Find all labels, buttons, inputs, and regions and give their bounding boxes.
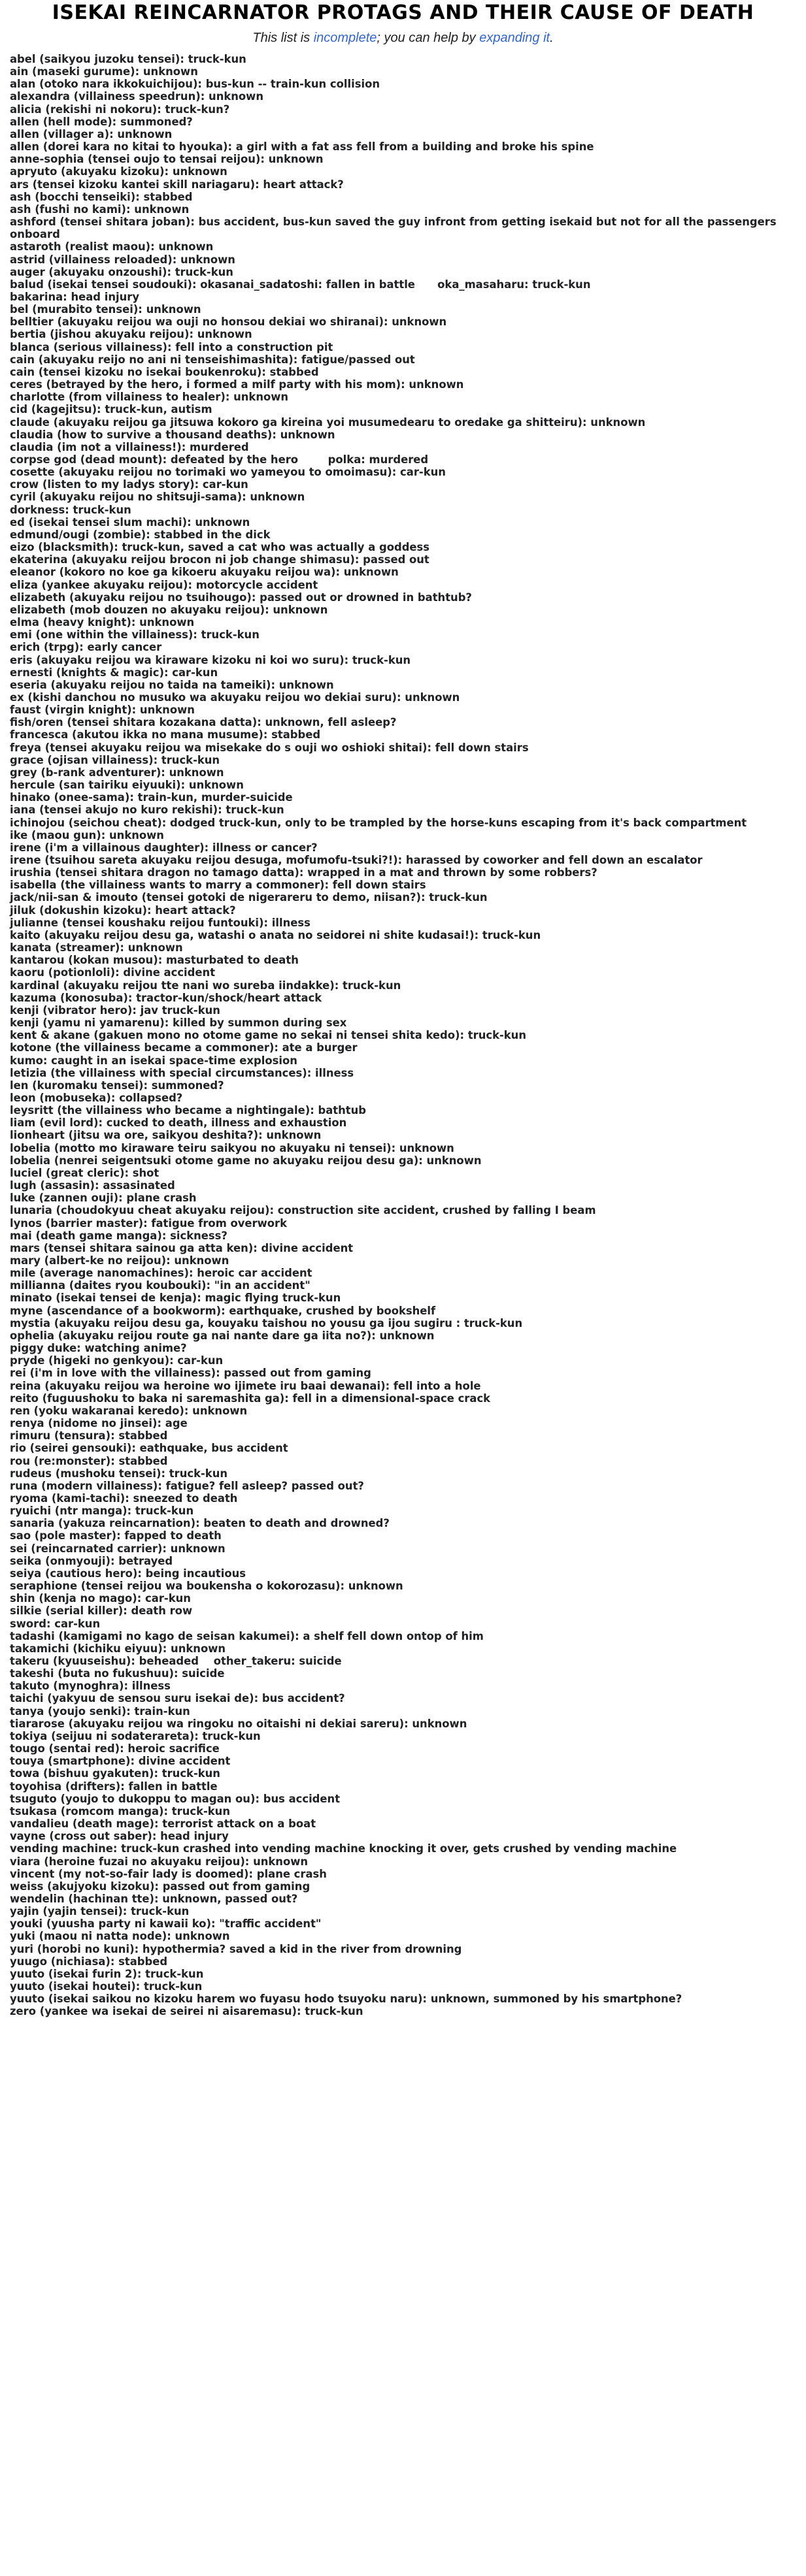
list-item: yuuto (isekai saikou no kizoku harem wo fuyasu hodo tsuyoku naru): unknown, summoned by his smartphone? [10,1993,682,2006]
list-item: tsukasa (romcom manga): truck-kun [10,1804,231,1818]
list-item: dorkness: truck-kun [10,503,131,516]
list-item: luciel (great cleric): shot [10,1166,160,1179]
list-item: taichi (yakyuu de sensou suru isekai de): bus accident? [10,1692,345,1705]
list-item: apryuto (akuyaku kizoku): unknown [10,165,227,178]
list-item: runa (modern villainess): fatigue? fell asleep? passed out? [10,1479,364,1492]
list-item: sao (pole master): fapped to death [10,1529,222,1542]
list-item: ernesti (knights & magic): car-kun [10,666,218,679]
list-item: tanya (youjo senki): train-kun [10,1704,190,1718]
list-item: jack/nii-san & imouto (tensei gotoki de nigerareru to demo, niisan?): truck-kun [10,891,488,904]
list-item: leysritt (the villainess who became a nightingale): bathtub [10,1104,366,1117]
list-item: fish/oren (tensei shitara kozakana datta): unknown, fell asleep? [10,716,397,729]
list-item: len (kuromaku tensei): summoned? [10,1079,224,1092]
list-item: charlotte (from villainess to healer): unknown [10,391,289,404]
list-item: eizo (blacksmith): truck-kun, saved a cat who was actually a goddess [10,541,430,554]
list-item: blanca (serious villainess): fell into a construction pit [10,340,333,353]
list-item: allen (hell mode): summoned? [10,115,193,128]
list-item: jiluk (dokushin kizoku): heart attack? [10,904,236,917]
list-item: ekaterina (akuyaku reijou brocon ni job change shimasu): passed out [10,553,429,566]
list-item: ryuichi (ntr manga): truck-kun [10,1505,194,1518]
list-item: cyril (akuyaku reijou no shitsuji-sama): unknown [10,491,305,504]
list-item: takeru (kyuuseishu): beheaded other_takeru: suicide [10,1655,342,1667]
list-item: touya (smartphone): divine accident [10,1755,231,1768]
list-item: alan (otoko nara ikkokuichijou): bus-kun -- train-kun collision [10,78,380,91]
list-item: ike (maou gun): unknown [10,828,164,841]
list-item: allen (villager a): unknown [10,127,173,140]
list-item: vandalieu (death mage): terrorist attack on a boat [10,1818,316,1831]
list-item: eseria (akuyaku reijou no taida na tameiki): unknown [10,678,334,691]
list-item: eliza (yankee akuyaku reijou): motorcycle accident [10,578,318,591]
list-item: rei (i'm in love with the villainess): passed out from gaming [10,1367,371,1380]
list-item: bel (murabito tensei): unknown [10,303,201,316]
list-item: ophelia (akuyaku reijou route ga nai nante dare ga iita no?): unknown [10,1329,435,1342]
list-item: ren (yoku wakaranai keredo): unknown [10,1404,248,1417]
list-item: francesca (akutou ikka no mana musume): stabbed [10,728,321,742]
list-item: ain (maseki gurume): unknown [10,65,198,78]
list-item: kenji (vibrator hero): jav truck-kun [10,1003,220,1017]
page-title: ISEKAI REINCARNATOR PROTAGS AND THEIR CAUSE OF DEATH [52,1,754,24]
list-item: shin (kenja no mago): car-kun [10,1592,191,1605]
list-item: erich (trpg): early cancer [10,641,162,654]
list-item: anne-sophia (tensei oujo to tensai reijou): unknown [10,153,324,166]
list-item: rou (re:monster): stabbed [10,1454,168,1467]
list-item: lunaria (choudokyuu cheat akuyaku reijou): construction site accident, crushed by falling I beam [10,1204,596,1217]
list-item: ichinojou (seichou cheat): dodged truck-kun, only to be trampled by the horse-kuns escaping from it's back compartment [10,816,747,829]
list-item: freya (tensei akuyaku reijou wa misekake do s ouji wo oshioki shitai): fell down stairs [10,741,529,754]
list-item: elma (heavy knight): unknown [10,616,195,629]
list-item: bakarina: head injury [10,290,140,303]
list-item: crow (listen to my ladys story): car-kun [10,478,248,491]
list-item: kazuma (konosuba): tractor-kun/shock/heart attack [10,991,322,1004]
list-item: alexandra (villainess speedrun): unknown [10,90,263,103]
list-item: alicia (rekishi ni nokoru): truck-kun? [10,103,230,116]
list-item: silkie (serial killer): death row [10,1605,193,1618]
list-item: mystia (akuyaku reijou desu ga, kouyaku taishou no yousu ga ijou sugiru : truck-kun [10,1316,523,1329]
list-item: claudia (im not a villainess!): murdered [10,440,249,453]
list-item: weiss (akujyoku kizoku): passed out from gaming [10,1880,311,1893]
list-item: lobelia (motto mo kiraware teiru saikyou no akuyaku ni tensei): unknown [10,1141,454,1154]
list-item: isabella (the villainess wants to marry a commoner): fell down stairs [10,879,426,892]
list-item: eleanor (kokoro no koe ga kikoeru akuyaku reijou wa): unknown [10,566,399,579]
list-item: towa (bishuu gyakuten): truck-kun [10,1767,220,1780]
list-item: vincent (my not-so-fair lady is doomed): plane crash [10,1867,327,1880]
list-item: elizabeth (akuyaku reijou no tsuihougo): passed out or drowned in bathtub? [10,591,472,604]
list-item: kenji (yamu ni yamarenu): killed by summon during sex [10,1017,347,1030]
list-item: yuki (maou ni natta node): unknown [10,1930,230,1943]
list-item: reito (fuguushoku to baka ni saremashita ga): fell in a dimensional-space crack [10,1392,491,1405]
list-item: mars (tensei shitara sainou ga atta ken): divine accident [10,1241,354,1254]
list-item: lugh (assasin): assasinated [10,1179,175,1192]
list-item: kantarou (kokan musou): masturbated to death [10,954,299,967]
list-item: julianne (tensei koushaku reijou funtouki): illness [10,916,311,929]
list-item: astaroth (realist maou): unknown [10,240,214,253]
list-item: kanata (streamer): unknown [10,941,183,954]
list-item: abel (saikyou juzoku tensei): truck-kun [10,53,246,65]
list-item: astrid (villainess reloaded): unknown [10,253,235,266]
list-item: tsuguto (youjo to dukoppu to magan ou): bus accident [10,1792,341,1805]
list-item: bertia (jishou akuyaku reijou): unknown [10,328,252,341]
list-item: ryoma (kami-tachi): sneezed to death [10,1492,238,1505]
list-item: emi (one within the villainess): truck-kun [10,628,260,642]
list-item: millianna (daites ryou koubouki): "in an accident" [10,1279,311,1292]
list-item: cid (kagejitsu): truck-kun, autism [10,403,212,416]
list-item: irushia (tensei shitara dragon no tamago datta): wrapped in a mat and thrown by some robbers? [10,866,597,879]
list-item: ars (tensei kizoku kantei skill nariagaru): heart attack? [10,178,344,191]
list-item: grace (ojisan villainess): truck-kun [10,753,220,766]
list-item: lionheart (jitsu wa ore, saikyou deshita?): unknown [10,1129,322,1142]
list-item: kaito (akuyaku reijou desu ga, watashi o anata no seidorei ni shite kudasai!): truck-kun [10,928,541,941]
entry-list [10,53,803,2018]
list-item: auger (akuyaku onzoushi): truck-kun [10,265,233,278]
list-item: hercule (san tairiku eiyuuki): unknown [10,779,244,792]
list-item: seika (onmyouji): betrayed [10,1554,173,1567]
list-item: ash (bocchi tenseiki): stabbed [10,190,193,203]
list-item: tiararose (akuyaku reijou wa ringoku no oitaishi ni dekiai sareru): unknown [10,1717,467,1730]
list-item: liam (evil lord): cucked to death, illness and exhaustion [10,1117,347,1130]
list-item: wendelin (hachinan tte): unknown, passed out? [10,1892,298,1905]
list-item: elizabeth (mob douzen no akuyaku reijou): unknown [10,603,328,616]
list-item: sword: car-kun [10,1617,101,1630]
list-item: mai (death game manga): sickness? [10,1229,227,1242]
list-item: ex (kishi danchou no musuko wa akuyaku reijou wo dekiai suru): unknown [10,691,460,704]
incomplete-link[interactable]: incomplete [313,31,377,45]
list-item: takeshi (buta no fukushuu): suicide [10,1667,225,1680]
list-item: irene (i'm a villainous daughter): illness or cancer? [10,841,318,854]
list-item: piggy duke: watching anime? [10,1342,187,1355]
list-item: tadashi (kamigami no kago de seisan kakumei): a shelf fell down ontop of him [10,1629,484,1642]
list-item: allen (dorei kara no kitai to hyouka): a girl with a fat ass fell from a building and broke his spine [10,140,594,154]
list-item: edmund/ougi (zombie): stabbed in the dick [10,528,271,541]
list-item: kotone (the villainess became a commoner): ate a burger [10,1041,358,1054]
list-item: cosette (akuyaku reijou no torimaki wo yameyou to omoimasu): car-kun [10,466,446,479]
list-item: eris (akuyaku reijou wa kiraware kizoku ni koi wo suru): truck-kun [10,653,411,666]
list-item: yuugo (nichiasa): stabbed [10,1955,168,1968]
list-item: rudeus (mushoku tensei): truck-kun [10,1467,228,1480]
list-item: myne (ascendance of a bookworm): earthquake, crushed by bookshelf [10,1304,436,1317]
list-item: yuuto (isekai houtei): truck-kun [10,1980,203,1993]
list-item: ashford (tensei shitara joban): bus accident, bus-kun saved the guy infront from getting isekaid but not for all the passengers onboard [10,216,781,241]
list-item: claude (akuyaku reijou ga jitsuwa kokoro ga kireina yoi musumedearu to oredake ga shitteiru): unknown [10,416,646,429]
list-item: ed (isekai tensei slum machi): unknown [10,515,250,529]
list-item: hinako (onee-sama): train-kun, murder-suicide [10,791,293,804]
list-item: cain (akuyaku reijo no ani ni tenseishimashita): fatigue/passed out [10,353,415,366]
list-item: sanaria (yakuza reincarnation): beaten to death and drowned? [10,1517,390,1530]
list-item: youki (yuusha party ni kawaii ko): "traffic accident" [10,1917,322,1931]
expanding-it-link[interactable]: expanding it [479,31,550,45]
list-item: seraphione (tensei reijou wa boukensha o kokorozasu): unknown [10,1580,403,1593]
list-item: leon (mobuseka): collapsed? [10,1091,183,1104]
list-item: toyohisa (drifters): fallen in battle [10,1780,218,1793]
list-item: mary (albert-ke no reijou): unknown [10,1254,229,1267]
list-item: zero (yankee wa isekai de seirei ni aisaremasu): truck-kun [10,2005,363,2018]
list-item: vending machine: truck-kun crashed into vending machine knocking it over, gets crushed by vending machine [10,1842,677,1855]
list-item: mile (average nanomachines): heroic car accident [10,1267,312,1280]
list-item: yuuto (isekai furin 2): truck-kun [10,1967,204,1980]
list-item: lynos (barrier master): fatigue from overwork [10,1216,288,1230]
list-item: tokiya (seijuu ni sodaterareta): truck-kun [10,1729,261,1742]
list-item: sei (reincarnated carrier): unknown [10,1542,226,1555]
list-item: kent & akane (gakuen mono no otome game no sekai ni tensei shita kedo): truck-kun [10,1029,527,1042]
list-item: kumo: caught in an isekai space-time explosion [10,1054,297,1067]
list-item: renya (nidome no jinsei): age [10,1417,188,1430]
subtitle-text-after: . [550,31,554,45]
list-item: rimuru (tensura): stabbed [10,1429,168,1443]
list-item: yajin (yajin tensei): truck-kun [10,1905,190,1918]
list-item: irene (tsuihou sareta akuyaku reijou desuga, mofumofu-tsuki?!): harassed by coworker and fell down an escalator [10,854,703,866]
list-item: rio (seirei gensouki): eathquake, bus accident [10,1442,288,1455]
list-item: corpse god (dead mount): defeated by the hero polka: murdered [10,453,429,466]
list-item: takuto (mynoghra): illness [10,1680,171,1693]
list-item: seiya (cautious hero): being incautious [10,1567,246,1580]
list-item: faust (virgin knight): unknown [10,704,195,717]
list-item: letizia (the villainess with special circumstances): illness [10,1066,354,1079]
list-item: iana (tensei akujo no kuro rekishi): truck-kun [10,804,284,817]
list-item: ceres (betrayed by the hero, i formed a milf party with his mom): unknown [10,378,464,391]
list-item: takamichi (kichiku eiyuu): unknown [10,1642,226,1655]
subtitle-text-before: This list is [252,31,314,45]
list-item: yuri (horobi no kuni): hypothermia? saved a kid in the river from drowning [10,1942,462,1955]
list-item: ash (fushi no kami): unknown [10,203,190,216]
list-item: minato (isekai tensei de kenja): magic flying truck-kun [10,1292,341,1305]
list-item: kaoru (potionloli): divine accident [10,966,216,979]
list-item: tougo (sentai red): heroic sacrifice [10,1742,220,1755]
list-item: balud (isekai tensei soudouki): okasanai_sadatoshi: fallen in battle oka_masaharu: truck-kun [10,278,591,291]
list-item: luke (zannen ouji): plane crash [10,1192,197,1205]
list-item: viara (heroine fuzai no akuyaku reijou): unknown [10,1855,309,1868]
list-item: vayne (cross out saber): head injury [10,1830,229,1843]
list-item: grey (b-rank adventurer): unknown [10,766,224,779]
list-item: claudia (how to survive a thousand deaths): unknown [10,428,335,441]
list-item: kardinal (akuyaku reijou tte nani wo sureba iindakke): truck-kun [10,979,401,992]
list-item: belltier (akuyaku reijou wa ouji no honsou dekiai wo shiranai): unknown [10,316,447,329]
list-item: lobelia (nenrei seigentsuki otome game no akuyaku reijou desu ga): unknown [10,1154,482,1167]
subtitle-text-middle: ; you can help by [377,31,480,45]
list-item: cain (tensei kizoku no isekai boukenroku): stabbed [10,365,319,378]
list-item: reina (akuyaku reijou wa heroine wo ijimete iru baai dewanai): fell into a hole [10,1379,481,1392]
list-item: pryde (higeki no genkyou): car-kun [10,1354,224,1367]
page-subtitle [0,29,806,46]
